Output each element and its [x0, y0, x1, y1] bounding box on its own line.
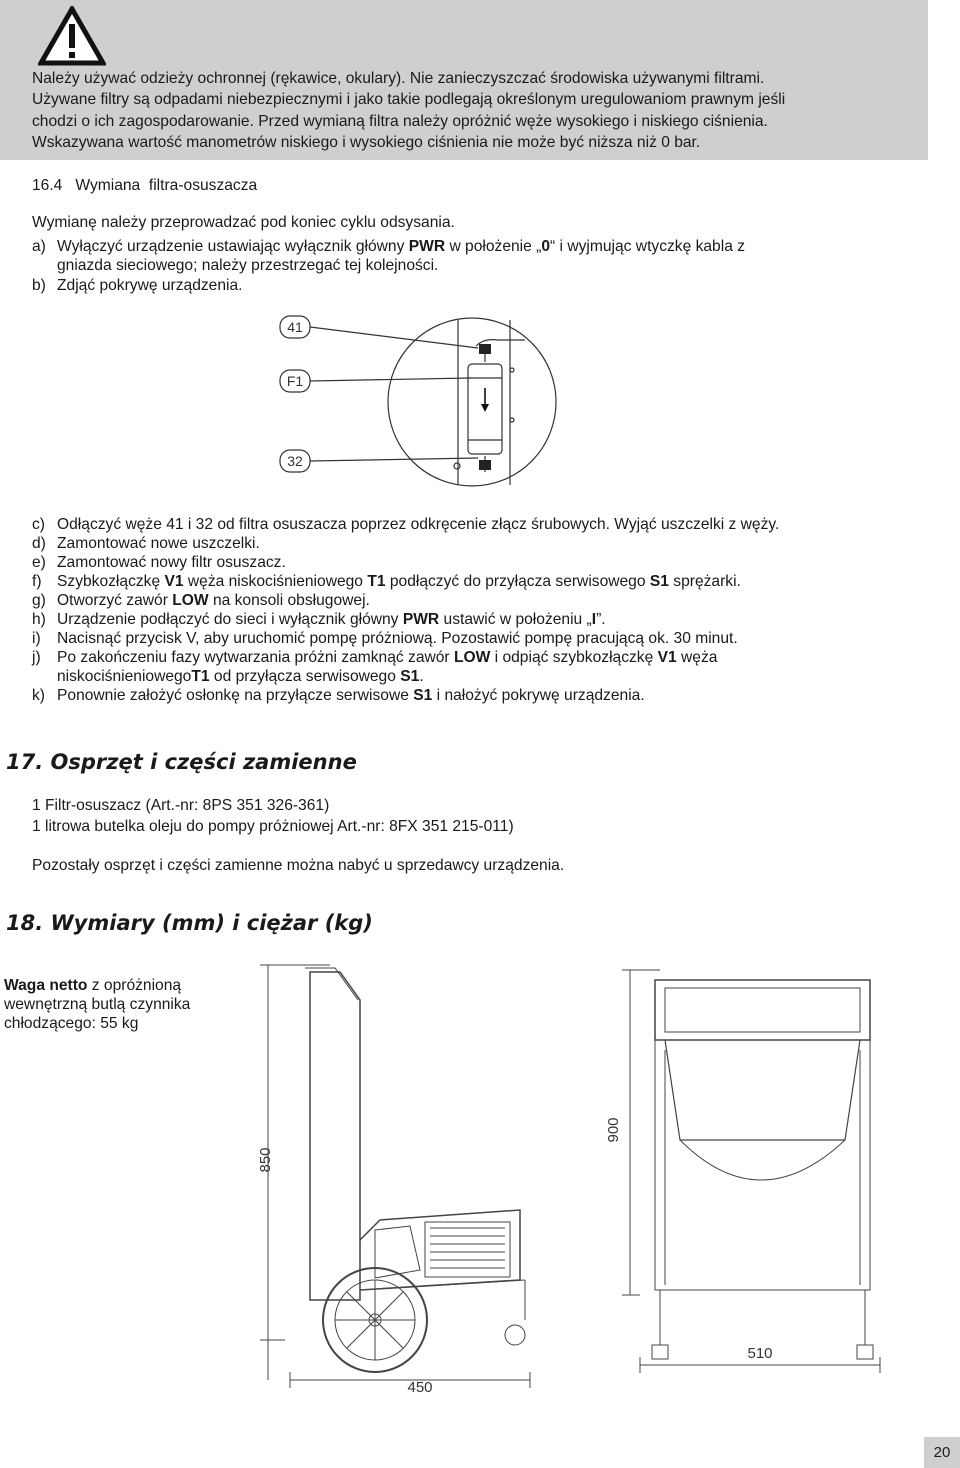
- step-j: j) Po zakończeniu fazy wytwarzania próżni zamknąć zawór LOW i odpiąć szybkozłączkę V1 węża: [32, 649, 718, 666]
- section-18-title: 18. Wymiary (mm) i ciężar (kg): [6, 911, 373, 935]
- filter-drier-diagram: [270, 300, 570, 510]
- dim-depth: 450: [407, 1379, 433, 1396]
- spare-part-1: 1 Filtr-osuszacz (Art.-nr: 8PS 351 326-361): [32, 797, 330, 814]
- step-h: h) Urządzenie podłączyć do sieci i wyłącznik główny PWR ustawić w położeniu „I”.: [32, 611, 606, 628]
- label-f1: F1: [286, 373, 304, 389]
- step-g: g) Otworzyć zawór LOW na konsoli obsługowej.: [32, 592, 370, 609]
- warning-line: Należy używać odzieży ochronnej (rękawice, okulary). Nie zanieczyszczać środowiska używanymi filtrami.: [32, 70, 765, 87]
- step-c: c) Odłączyć węże 41 i 32 od filtra osuszacza poprzez odkręcenie złącz śrubowych. Wyjąć uszczelki z węży.: [32, 516, 780, 533]
- side-view-drawing: [240, 960, 570, 1410]
- page-number: 20: [924, 1437, 960, 1468]
- section-number: 16.4: [32, 177, 63, 194]
- label-32: 32: [287, 453, 303, 469]
- step-a: a) Wyłączyć urządzenie ustawiając wyłącznik główny PWR w położenie „0“ i wyjmując wtyczkę kabla z gniazda sieciowego; należy przestrzegać tej kolejności.: [32, 238, 745, 274]
- warning-line: chodzi o ich zagospodarowanie. Przed wymianą filtra należy opróżnić węże wysokiego i niskiego ciśnienia.: [32, 112, 768, 130]
- dim-height-side: 850: [257, 1147, 274, 1173]
- step-b: b) Zdjąć pokrywę urządzenia.: [32, 277, 243, 294]
- label-41: 41: [287, 319, 303, 335]
- step-j-cont: niskociśnieniowegoT1 od przyłącza serwisowego S1.: [57, 668, 424, 685]
- warning-line: Używane filtry są odpadami niebezpiecznymi i jako takie podlegają określonym uregulowaniom prawnym jeśli: [32, 91, 786, 109]
- weight-info: Waga netto z opróżnioną wewnętrzną butlą czynnika chłodzącego: 55 kg: [4, 977, 191, 1032]
- detail-circle: [388, 318, 556, 486]
- spare-parts-note: Pozostały osprzęt i części zamienne można nabyć u sprzedawcy urządzenia.: [32, 857, 565, 874]
- step-f: f) Szybkozłączkę V1 węża niskociśnieniowego T1 podłączyć do przyłącza serwisowego S1 sprężarki.: [32, 573, 741, 590]
- step-d: d) Zamontować nowe uszczelki.: [32, 535, 260, 552]
- step-i: i) Nacisnąć przycisk V, aby uruchomić pompę próżniową. Pozostawić pompę pracującą ok. 30 minut.: [32, 630, 738, 647]
- warning-triangle-icon: [38, 6, 106, 66]
- dim-height-front: 900: [605, 1117, 622, 1143]
- section-title: Wymiana filtra-osuszacza: [75, 177, 258, 194]
- section-17-title: 17. Osprzęt i części zamienne: [6, 750, 357, 774]
- steps-list: [32, 515, 779, 705]
- front-view-drawing: [600, 960, 920, 1400]
- warning-text: [32, 68, 922, 154]
- section-heading: [32, 176, 257, 195]
- step-e: e) Zamontować nowy filtr osuszacz.: [32, 554, 286, 571]
- section-intro: Wymianę należy przeprowadzać pod koniec cyklu odsysania.: [32, 214, 455, 231]
- spare-part-2: 1 litrowa butelka oleju do pompy próżniowej Art.-nr: 8FX 351 215-011): [32, 818, 514, 835]
- dim-width: 510: [747, 1345, 773, 1362]
- step-k: k) Ponownie założyć osłonkę na przyłącze serwisowe S1 i nałożyć pokrywę urządzenia.: [32, 687, 645, 704]
- warning-line: Wskazywana wartość manometrów niskiego i wysokiego ciśnienia nie może być niższa niż 0 bar.: [32, 134, 701, 152]
